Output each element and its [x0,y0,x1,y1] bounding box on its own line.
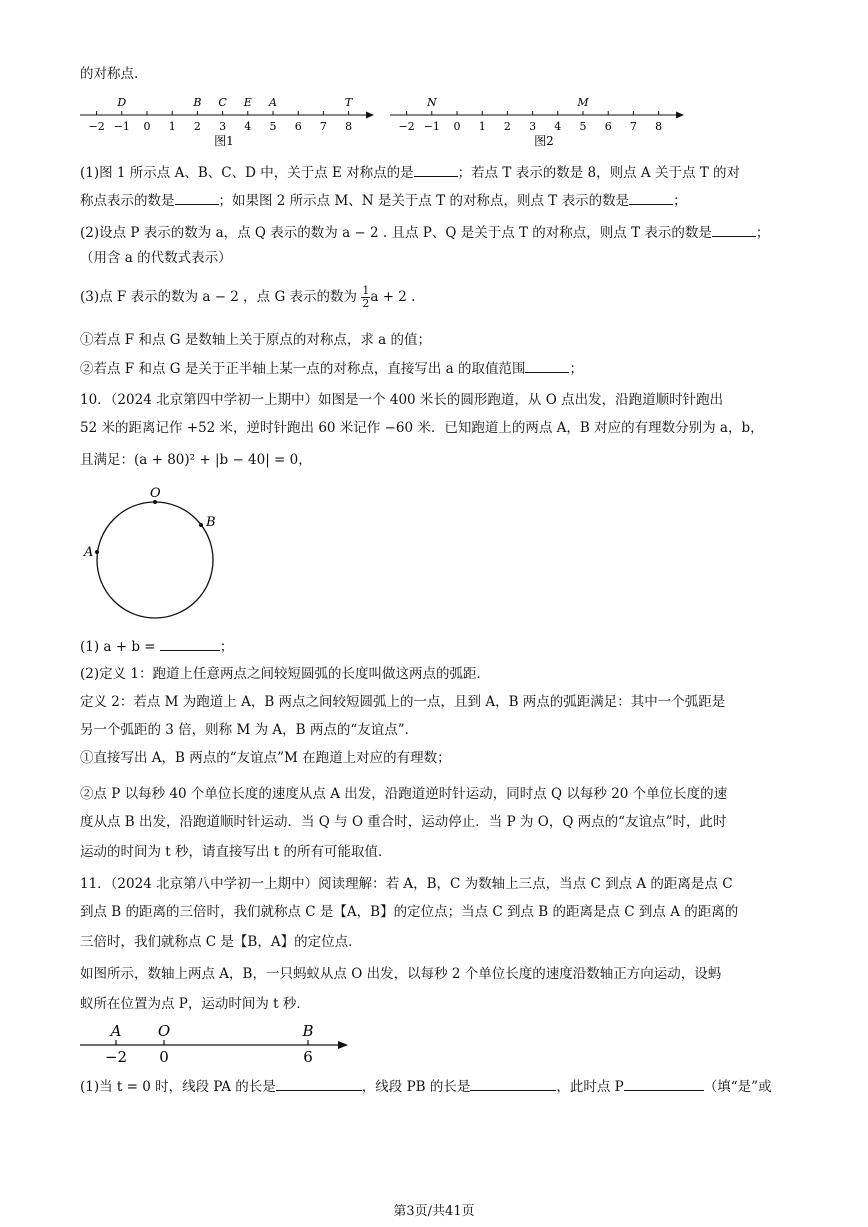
tick-label: 0 [159,1048,169,1066]
question-1-line-1: (1)图 1 所示点 A、B、C、D 中，关于点 E 对称点的是 ；若点 T 表示的数是 8，则点 A 关于点 T 的对 [80,162,792,183]
point-label: E [243,96,252,109]
point-label: D [117,96,127,109]
tick-label: 7 [629,120,637,133]
point-label: O [157,1022,171,1040]
number-line-figure-2 [388,92,688,148]
point-label: N [426,96,437,109]
tick-label: −1 [113,120,130,133]
question-11-line-5: 蚁所在位置为点 P，运动时间为 t 秒． [80,996,310,1012]
point-label-a: A [84,545,94,560]
answer-blank[interactable] [629,190,673,205]
question-3-part-2: ②若点 F 和点 G 是关于正半轴上某一点的对称点，直接写出 a 的取值范围 ； [80,358,792,379]
question-10-subpart-2-line-2: 度从点 B 出发，沿跑道顺时针运动．当 Q 与 O 重合时，运动停止．当 P 为 O，Q 两点的“友谊点”时，此时 [80,814,727,830]
tick-label: 1 [168,120,176,133]
tick-label: 5 [269,120,277,133]
point-label-o: O [150,486,161,501]
question-10-subpart-2-line-3: 运动的时间为 t 秒，请直接写出 t 的所有可能取值． [80,844,392,860]
circular-track-figure [80,482,230,624]
number-line-figure-1 [78,92,378,148]
question-3-line: (3)点 F 表示的数为 a − 2 ，点 G 表示的数为 $\frac{1}{2}$ a + 2 . [80,284,416,310]
tick-label: 4 [554,120,562,133]
point-label: B [302,1022,314,1040]
answer-blank[interactable] [712,222,756,237]
tick-label: −1 [423,120,440,133]
question-10-part-2: (2)定义 1：跑道上任意两点之间较短圆弧的长度叫做这两点的弧距． [80,666,491,682]
question-10-line-2: 52 米的距离记作 +52 米，逆时针跑出 60 米记作 −60 米．已知跑道上的两点 A，B 对应的有理数分别为 a，b， [80,420,764,436]
tick-label: −2 [104,1048,128,1066]
fraction: $\frac{1}{2}$ [362,284,370,310]
question-11-line-1: 11．（2024 北京第八中学初一上期中）阅读理解：若 A，B，C 为数轴上三点，当点 C 到点 A 的距离是点 C [80,876,733,892]
tick-label: 3 [529,120,537,133]
point-label: A [269,96,277,109]
tick-label: 6 [294,120,302,133]
text-line: 的对称点. [80,66,139,82]
point-label: T [344,96,353,109]
point-label: M [577,96,589,109]
question-11-part-1: (1)当 t = 0 时，线段 PA 的长是 ，线段 PB 的长是 ，此时点 P （填“是”或 [80,1076,792,1097]
point-label: C [218,96,227,109]
tick-label: 3 [219,120,227,133]
tick-label: −2 [88,120,105,133]
figure-2-caption: 图2 [534,134,554,148]
tick-label: 2 [503,120,511,133]
tick-label: −2 [398,120,415,133]
tick-label: 6 [303,1048,313,1066]
definition-2-line-2: 另一个弧距的 3 倍，则称 M 为 A，B 两点的“友谊点”． [80,722,419,738]
answer-blank[interactable] [414,162,458,177]
tick-label: 0 [453,120,461,133]
tick-label: 4 [244,120,252,133]
question-2-line-2: （用含 a 的代数式表示） [80,250,232,266]
question-1-line-2: 称点表示的数是 ；如果图 2 所示点 M、N 是关于点 T 的对称点，则点 T 表示的数是 ； [80,190,792,211]
point-label: B [193,96,202,109]
tick-label: 1 [478,120,486,133]
answer-blank[interactable] [175,190,219,205]
page-footer: 第3页/共41页 [393,1204,475,1219]
tick-label: 5 [579,120,587,133]
answer-blank[interactable] [624,1076,704,1091]
point-label-b: B [206,515,216,530]
question-2-line-1: (2)设点 P 表示的数为 a，点 Q 表示的数为 a − 2 . 且点 P、Q 是关于点 T 的对称点，则点 T 表示的数是 ； [80,222,792,243]
tick-label: 0 [143,120,151,133]
definition-2-line-1: 定义 2：若点 M 为跑道上 A，B 两点之间较短圆弧上的一点，且到 A，B 两点的弧距满足：其中一个弧距是 [80,694,726,710]
tick-label: 2 [193,120,201,133]
question-10-part-1: (1) a + b = ； [80,636,792,657]
point-label: A [110,1022,122,1040]
question-10-line-3: 且满足：(a + 80)² + |b − 40| = 0， [80,452,312,468]
question-11-line-4: 如图所示，数轴上两点 A，B，一只蚂蚁从点 O 出发，以每秒 2 个单位长度的速度沿数轴正方向运动，设蚂 [80,966,722,982]
tick-label: 8 [345,120,353,133]
answer-blank[interactable] [160,636,220,651]
question-10-line-1: 10．（2024 北京第四中学初一上期中）如图是一个 400 米长的圆形跑道，从 O 点出发，沿跑道顺时针跑出 [80,392,724,408]
number-line-figure-3 [78,1022,358,1070]
tick-label: 7 [319,120,327,133]
question-11-line-3: 三倍时，我们就称点 C 是【B，A】的定位点． [80,934,362,950]
figure-1-caption: 图1 [214,134,234,148]
tick-label: 6 [604,120,612,133]
question-10-subpart-2-line-1: ②点 P 以每秒 40 个单位长度的速度从点 A 出发，沿跑道逆时针运动，同时点 Q 以每秒 20 个单位长度的速 [80,786,728,802]
question-11-line-2: 到点 B 的距离的三倍时，我们就称点 C 是【A，B】的定位点；当点 C 到点 B 的距离是点 C 到点 A 的距离的 [80,904,739,920]
answer-blank[interactable] [276,1076,362,1091]
answer-blank[interactable] [470,1076,556,1091]
tick-label: 8 [655,120,663,133]
question-10-subpart-1: ①直接写出 A，B 两点的“友谊点”M 在跑道上对应的有理数； [80,750,451,766]
answer-blank[interactable] [525,358,569,373]
question-3-part-1: ①若点 F 和点 G 是数轴上关于原点的对称点，求 a 的值； [80,332,431,348]
